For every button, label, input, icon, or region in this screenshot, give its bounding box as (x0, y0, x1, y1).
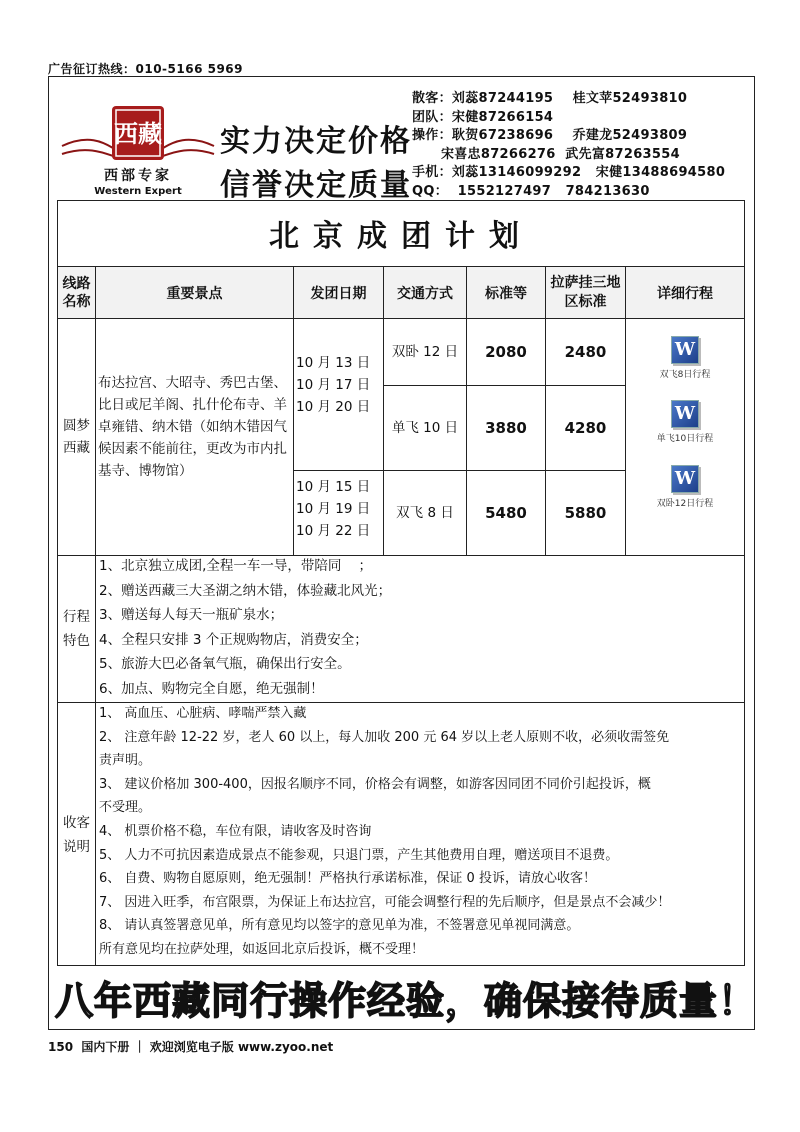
contact-line: 散客：刘蕊87244195 桂文苹52493810 (412, 91, 688, 106)
route-spots: 布达拉宫、大昭寺、秀巴古堡、比日或尼羊阁、扎什伦布寺、羊卓雍错、纳木错（如纳木错因气候因素不能前往，更改为市内扎基寺、博物馆） (98, 375, 287, 479)
header-detail: 详细行程 (626, 267, 744, 318)
itinerary-doc-8day[interactable] (645, 336, 725, 380)
svg-text:Western Expert: Western Expert (94, 186, 182, 197)
header-route: 线路名称 (58, 267, 95, 318)
contact-list (412, 90, 725, 201)
date-item: 10 月 19 日 (296, 501, 371, 517)
date-item: 10 月 15 日 (296, 479, 371, 495)
ad-hotline: 广告征订热线：010-5166 5969 (48, 62, 244, 76)
note-item: 不受理。 (99, 800, 152, 816)
page-footer: 150 国内下册 ｜ 欢迎浏览电子版 www.zyoo.net (48, 1040, 334, 1054)
plan-title: 北京成团计划 (269, 219, 533, 254)
header-standard: 标准等 (467, 267, 545, 318)
itinerary-doc-10day[interactable] (645, 400, 725, 444)
word-doc-icon: W (671, 336, 699, 364)
contact-line: 团队：宋健87266154 (412, 109, 554, 125)
standard-price-row-3: 5480 (485, 504, 527, 522)
date-item: 10 月 22 日 (296, 523, 371, 539)
lasa-price-row-3: 5880 (564, 504, 607, 522)
table-divider (95, 266, 96, 966)
features-label: 行程特色 (63, 609, 90, 649)
dates-group-2 (296, 476, 382, 542)
lasa-price-row-2: 4280 (564, 419, 607, 437)
header-dates: 发团日期 (294, 267, 383, 318)
features-list (99, 554, 391, 701)
note-item: 2、 注意年龄 12-22 岁，老人 60 以上，每人加收 200 元 64 岁以上老人原则不收，必须收需签免 (99, 729, 670, 745)
transport-row-1: 双卧 12 日 (391, 344, 459, 360)
feature-item: 6、加点、购物完全自愿，绝无强制！ (99, 680, 324, 697)
logo-en-text (94, 186, 182, 197)
note-item: 6、 自费、购物自愿原则，绝无强制！严格执行承诺标准，保证 0 投诉，请放心收客！ (99, 871, 596, 887)
word-doc-icon: W (671, 400, 699, 428)
slogan-quality: 信誉决定质量 (220, 168, 412, 203)
slogan-banner: 八年西藏同行操作经验，确保接待质量！ (55, 979, 758, 1023)
logo-cn-text (104, 167, 172, 184)
doc-label: 双卧12日行程 (656, 499, 714, 509)
date-item: 10 月 13 日 (296, 355, 371, 371)
feature-item: 4、全程只安排 3 个正规购物店，消费安全； (99, 631, 368, 648)
header-transport: 交通方式 (384, 267, 466, 318)
lasa-price-row-1: 2480 (564, 343, 607, 361)
note-item: 7、 因进入旺季，布宫限票，为保证上布达拉宫，可能会调整行程的先后顺序，但是景点不会减少！ (99, 894, 671, 910)
standard-price-row-1: 2080 (485, 343, 527, 361)
feature-item: 5、旅游大巴必备氧气瓶，确保出行安全。 (99, 656, 351, 672)
header-lasa: 拉萨挂三地区标准 (546, 267, 625, 318)
feature-item: 2、赠送西藏三大圣湖之纳木错，体验藏北风光； (99, 582, 392, 599)
note-item: 5、 人力不可抗因素造成景点不能参观，只退门票，产生其他费用自理，赠送项目不退费。 (99, 847, 619, 863)
slogan-price: 实力决定价格 (220, 124, 412, 159)
dates-group-1 (296, 352, 382, 418)
itinerary-doc-12day[interactable] (645, 465, 725, 509)
notes-list (99, 702, 670, 962)
contact-line: 手机：刘蕊13146099292 宋健13488694580 (412, 165, 726, 180)
doc-label: 双飞8日行程 (659, 370, 711, 380)
note-item: 责声明。 (99, 753, 152, 769)
doc-label: 单飞10日行程 (656, 434, 714, 444)
note-item: 3、 建议价格加 300-400，因报名顺序不同，价格会有调整，如游客因同团不同价引起投诉，概 (99, 776, 651, 792)
note-item: 1、 高血压、心脏病、哮喘严禁入藏 (99, 706, 307, 721)
western-expert-logo (58, 98, 218, 198)
contact-line: QQ： 1552127497 784213630 (412, 183, 650, 199)
route-name: 圆梦西藏 (63, 418, 90, 456)
contact-line: 宋喜忠87266276 武先富87263554 (412, 146, 680, 162)
feature-item: 3、赠送每人每天一瓶矿泉水； (99, 607, 284, 623)
transport-row-2: 单飞 10 日 (391, 420, 459, 436)
logo-seal (114, 119, 162, 148)
transport-row-3: 双飞 8 日 (396, 505, 454, 521)
note-item: 所有意见均在拉萨处理，如返回北京后投诉，概不受理！ (99, 941, 425, 957)
svg-text:西部专家: 西部专家 (104, 168, 172, 184)
contact-line: 操作：耿贺67238696 乔建龙52493809 (412, 128, 688, 143)
svg-text:西藏: 西藏 (114, 119, 162, 148)
date-item: 10 月 17 日 (296, 377, 371, 393)
date-item: 10 月 20 日 (296, 399, 371, 415)
header-spots: 重要景点 (96, 267, 293, 318)
feature-item: 1、北京独立成团,全程一车一导，带陪同 ； (99, 558, 373, 574)
note-item: 4、 机票价格不稳，车位有限，请收客及时咨询 (99, 823, 372, 839)
notes-label: 收客说明 (63, 814, 90, 855)
standard-price-row-2: 3880 (485, 419, 527, 437)
note-item: 8、 请认真签署意见单，所有意见均以签字的意见单为准，不签署意见单视同满意。 (99, 918, 580, 934)
word-doc-icon: W (671, 465, 699, 493)
